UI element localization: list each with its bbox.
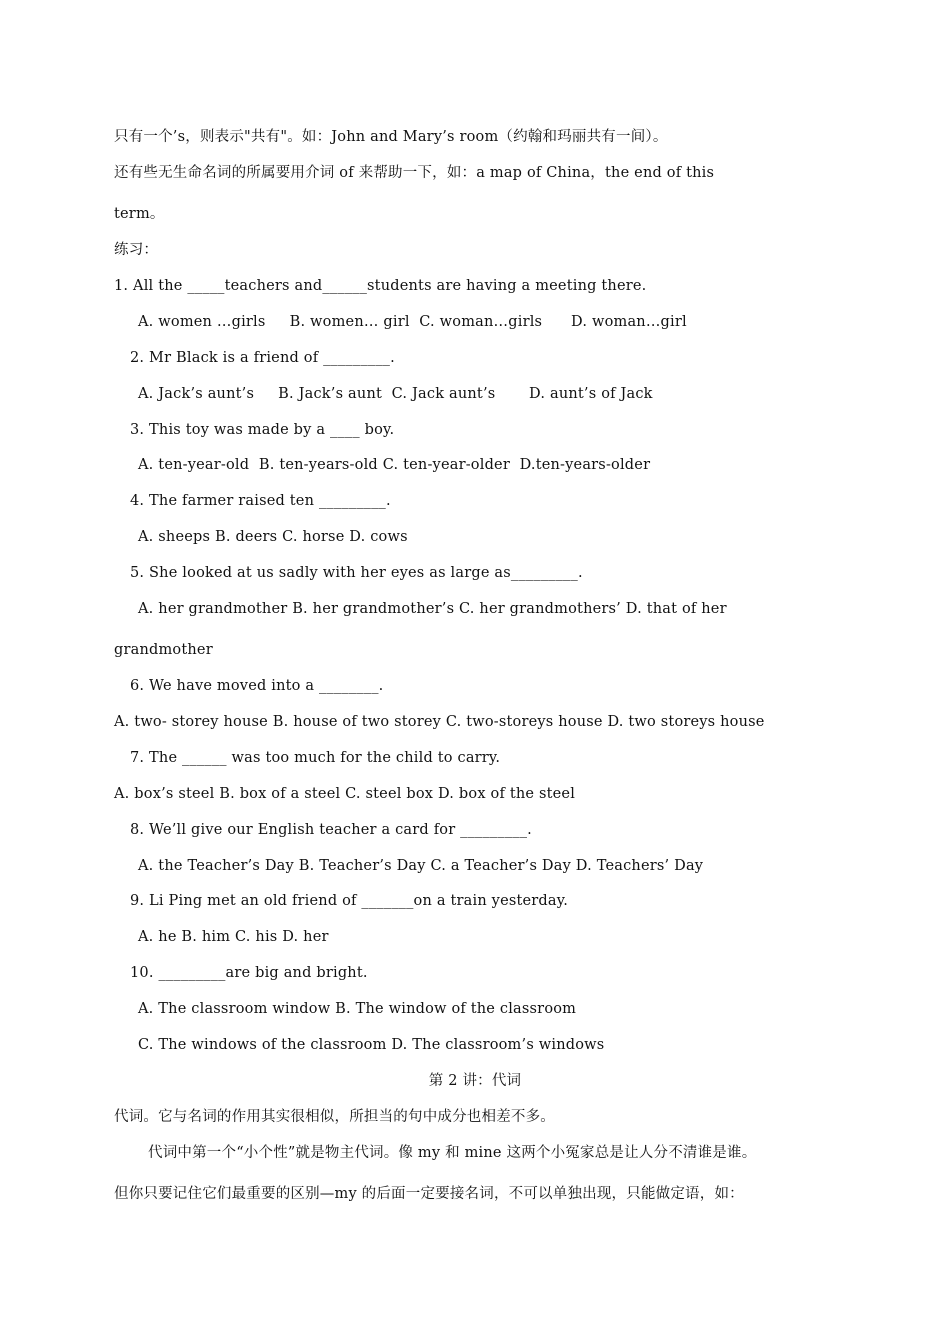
intro-line-2: 还有些无生命名词的所属要用介词 of 来帮助一下，如：a map of China，the end of this: [114, 165, 715, 181]
question-6: 6. We have moved into a ________.: [130, 678, 384, 694]
question-5: 5. She looked at us sadly with her eyes as large as_________.: [130, 565, 583, 581]
question-3: 3. This toy was made by a ____ boy.: [130, 422, 395, 438]
lesson-2-heading: 第 2 讲：代词: [428, 1073, 522, 1089]
lesson-2-paragraph-3: 但你只要记住它们最重要的区别—my 的后面一定要接名词，不可以单独出现，只能做定语，如：: [114, 1186, 744, 1202]
question-9-options: A. he B. him C. his D. her: [138, 929, 329, 945]
question-5-options: A. her grandmother B. her grandmother’s C. her grandmothers’ D. that of her: [138, 601, 727, 617]
intro-line-3: term。: [114, 206, 165, 222]
question-7-options: A. box’s steel B. box of a steel C. steel box D. box of the steel: [114, 786, 576, 802]
question-7: 7. The ______ was too much for the child to carry.: [130, 750, 501, 766]
question-8: 8. We’ll give our English teacher a card for _________.: [130, 822, 532, 838]
question-10: 10. _________are big and bright.: [130, 965, 368, 981]
practice-heading: 练习：: [114, 242, 159, 258]
question-6-options: A. two- storey house B. house of two storey C. two-storeys house D. two storeys house: [114, 714, 765, 730]
question-1: 1. All the _____teachers and______students are having a meeting there.: [114, 278, 647, 294]
question-8-options: A. the Teacher’s Day B. Teacher’s Day C. a Teacher’s Day D. Teachers’ Day: [138, 858, 704, 874]
question-4-options: A. sheeps B. deers C. horse D. cows: [138, 529, 408, 545]
question-9: 9. Li Ping met an old friend of _______on a train yesterday.: [130, 893, 569, 909]
lesson-2-paragraph-1: 代词。它与名词的作用其实很相似，所担当的句中成分也相差不多。: [114, 1109, 555, 1125]
question-3-options: A. ten-year-old B. ten-years-old C. ten-year-older D.ten-years-older: [138, 457, 651, 473]
question-2: 2. Mr Black is a friend of _________.: [130, 350, 395, 366]
question-10-options-a: A. The classroom window B. The window of the classroom: [138, 1001, 577, 1017]
question-10-options-b: C. The windows of the classroom D. The classroom’s windows: [138, 1037, 605, 1053]
lesson-2-paragraph-2: 代词中第一个“小个性”就是物主代词。像 my 和 mine 这两个小冤家总是让人分不清谁是谁。: [148, 1145, 757, 1161]
question-2-options: A. Jack’s aunt’s B. Jack’s aunt C. Jack aunt’s D. aunt’s of Jack: [138, 386, 653, 402]
question-5-options-cont: grandmother: [114, 642, 213, 658]
question-1-options: A. women …girls B. women… girl C. woman…girls D. woman…girl: [138, 314, 687, 330]
question-4: 4. The farmer raised ten _________.: [130, 493, 391, 509]
intro-line-1: 只有一个’s，则表示"共有"。如：John and Mary’s room（约翰和玛丽共有一间）。: [114, 129, 668, 145]
